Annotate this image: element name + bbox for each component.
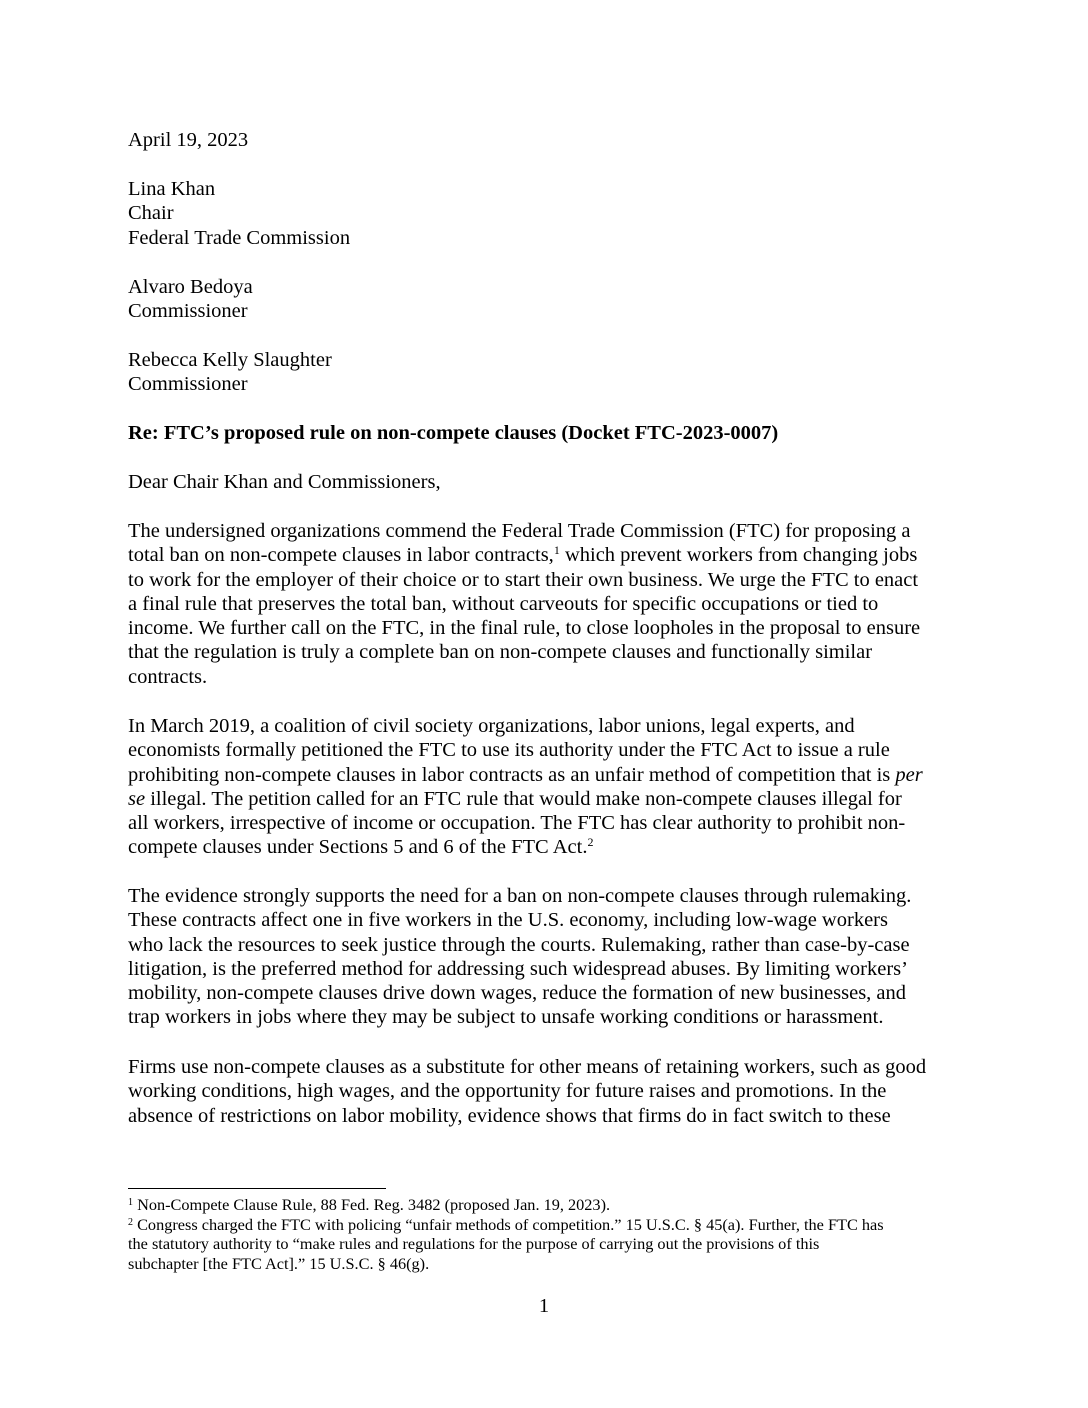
paragraph-line: all workers, irrespective of income or occupation. The FTC has clear authority to prohibit non- [128,812,906,835]
italic-term: per [895,763,923,786]
footnotes [128,1195,960,1273]
paragraph-line: trap workers in jobs where they may be subject to unsafe working conditions or harassment. [128,1006,884,1029]
paragraph-line: absence of restrictions on labor mobility, evidence shows that firms do in fact switch to these [128,1104,891,1127]
paragraph-line: Firms use non-compete clauses as a substitute for other means of retaining workers, such as good [128,1056,927,1078]
footnote-2 [128,1215,960,1274]
paragraph-line: who lack the resources to seek justice through the courts. Rulemaking, rather than case-by-case [128,933,910,956]
footnote-marker: 1 [128,1197,133,1208]
paragraph-line: mobility, non-compete clauses drive down wages, reduce the formation of new businesses, and [128,982,907,1005]
paragraph-line: The evidence strongly supports the need for a ban on non-compete clauses through rulemaking. [128,885,912,907]
line-text: which prevent workers from changing jobs [559,544,918,567]
paragraph-line [128,835,960,859]
recipient-block-chair [128,177,960,250]
paragraph-line: In March 2019, a coalition of civil society organizations, labor unions, legal experts, and [128,715,855,737]
recipient-organization: Federal Trade Commission [128,226,351,249]
paragraph-line [128,763,960,787]
paragraph-line [128,787,960,811]
footnote-1 [128,1195,960,1215]
line-text: illegal. The petition called for an FTC rule that would make non-compete clauses illegal for [145,787,902,810]
salutation: Dear Chair Khan and Commissioners, [128,471,441,493]
paragraph-line: income. We further call on the FTC, in the final rule, to close loopholes in the proposal to ensure [128,617,921,640]
recipient-name: Alvaro Bedoya [128,276,253,298]
paragraph-petition-history [128,714,960,860]
footnote-text: subchapter [the FTC Act].” 15 U.S.C. § 46(g). [128,1253,430,1273]
paragraph-evidence [128,884,960,1030]
footnote-separator [128,1188,386,1189]
page-number: 1 [538,1295,550,1317]
paragraph-line [128,543,960,567]
recipient-name: Rebecca Kelly Slaughter [128,349,332,371]
paragraph-line: litigation, is the preferred method for addressing such widespread abuses. By limiting workers’ [128,957,908,980]
line-text: total ban on non-compete clauses in labor contracts, [128,544,554,567]
footnote-ref-2: 2 [587,835,594,850]
subject-line: Re: FTC’s proposed rule on non-compete clauses (Docket FTC-2023-0007) [128,422,779,444]
paragraph-line: contracts. [128,665,208,688]
recipient-title: Chair [128,202,174,225]
recipient-block-bedoya [128,275,960,324]
paragraph-line: economists formally petitioned the FTC to use its authority under the FTC Act to issue a rule [128,739,890,762]
paragraph-ban-support [128,519,960,689]
line-text: compete clauses under Sections 5 and 6 of the FTC Act. [128,836,588,859]
footnote-text: Non-Compete Clause Rule, 88 Fed. Reg. 3482 (proposed Jan. 19, 2023). [133,1195,611,1214]
footnote-text: Congress charged the FTC with policing “unfair methods of competition.” 15 U.S.C. § 45(a). Further, the FTC has [133,1214,884,1234]
paragraph-line: that the regulation is truly a complete ban on non-compete clauses and functionally similar [128,641,873,664]
italic-term: se [128,787,146,810]
letter-date: April 19, 2023 [128,129,249,151]
paragraph-line: These contracts affect one in five workers in the U.S. economy, including low-wage workers [128,909,888,932]
paragraph-line: The undersigned organizations commend the Federal Trade Commission (FTC) for proposing a [128,520,911,542]
paragraph-line: working conditions, high wages, and the opportunity for future raises and promotions. In the [128,1080,887,1103]
footnote-ref-1: 1 [553,543,560,558]
paragraph-line: to work for the employer of their choice or to start their own business. We urge the FTC to enact [128,568,919,591]
recipient-title: Commissioner [128,300,248,323]
recipient-block-slaughter [128,348,960,397]
recipient-name: Lina Khan [128,178,216,200]
line-text: prohibiting non-compete clauses in labor contracts as an unfair method of competition that is [128,763,896,786]
paragraph-line: a final rule that preserves the total ban, without carveouts for specific occupations or tied to [128,592,879,615]
paragraph-retention [128,1055,960,1128]
footnote-marker: 2 [128,1216,133,1228]
footnote-text: the statutory authority to “make rules and regulations for the purpose of carrying out the provisions of this [128,1234,820,1253]
recipient-title: Commissioner [128,373,248,396]
